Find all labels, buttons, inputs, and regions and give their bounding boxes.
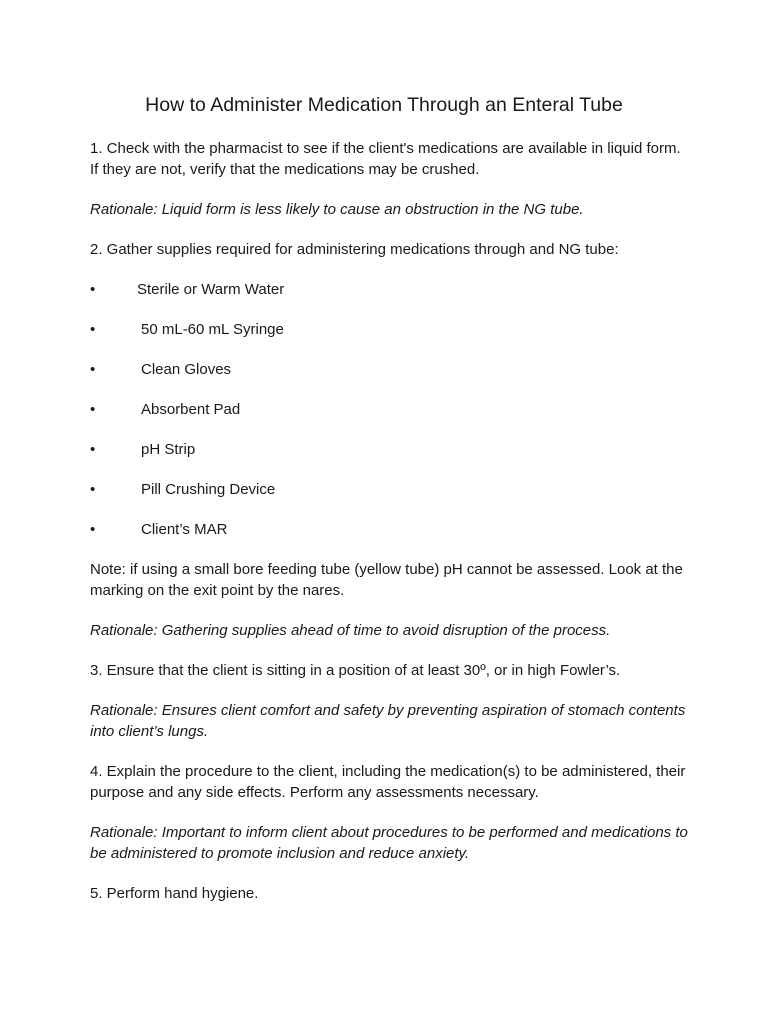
rationale-2: Rationale: Gathering supplies ahead of time to avoid disruption of the process. <box>90 622 611 639</box>
step-1: 1. Check with the pharmacist to see if the client's medications are available in liquid form. If they are not, verify that the medications may be crushed. <box>90 140 681 178</box>
bullet-icon: • <box>90 361 96 378</box>
rationale-4: Rationale: Important to inform client about procedures to be performed and medications to be administered to promote inclusion and reduce anxiety. <box>90 824 688 862</box>
supply-item-label: Absorbent Pad <box>141 401 241 418</box>
bullet-icon: • <box>90 321 96 338</box>
note: Note: if using a small bore feeding tube (yellow tube) pH cannot be assessed. Look at the marking on the exit point by the nares. <box>90 561 683 599</box>
bullet-icon: • <box>90 481 96 498</box>
supply-item-label: Pill Crushing Device <box>141 481 276 498</box>
list-item <box>90 279 690 300</box>
list-item <box>90 479 690 500</box>
list-item <box>90 399 690 420</box>
bullet-icon: • <box>90 521 96 538</box>
supply-item-label: pH Strip <box>141 441 196 458</box>
supplies-list <box>90 279 690 540</box>
supply-item-label: Sterile or Warm Water <box>137 281 285 298</box>
list-item <box>90 319 690 340</box>
supply-item-label: 50 mL-60 mL Syringe <box>141 321 284 338</box>
bullet-icon: • <box>90 401 96 418</box>
list-item <box>90 519 690 540</box>
step-4: 4. Explain the procedure to the client, including the medication(s) to be administered, their purpose and any side effects. Perform any assessments necessary. <box>90 763 686 801</box>
step-3: 3. Ensure that the client is sitting in a position of at least 30º, or in high Fowler’s. <box>90 662 621 679</box>
list-item <box>90 359 690 380</box>
document-title: How to Administer Medication Through an Enteral Tube <box>145 94 623 116</box>
step-5: 5. Perform hand hygiene. <box>90 885 259 902</box>
bullet-icon: • <box>90 281 96 298</box>
supply-item-label: Clean Gloves <box>141 361 232 378</box>
bullet-icon: • <box>90 441 96 458</box>
list-item <box>90 439 690 460</box>
document-body <box>90 138 690 923</box>
rationale-1: Rationale: Liquid form is less likely to cause an obstruction in the NG tube. <box>90 201 584 218</box>
step-2: 2. Gather supplies required for administering medications through and NG tube: <box>90 241 619 258</box>
supply-item-label: Client’s MAR <box>141 521 228 538</box>
rationale-3: Rationale: Ensures client comfort and safety by preventing aspiration of stomach contents into client’s lungs. <box>90 702 686 740</box>
